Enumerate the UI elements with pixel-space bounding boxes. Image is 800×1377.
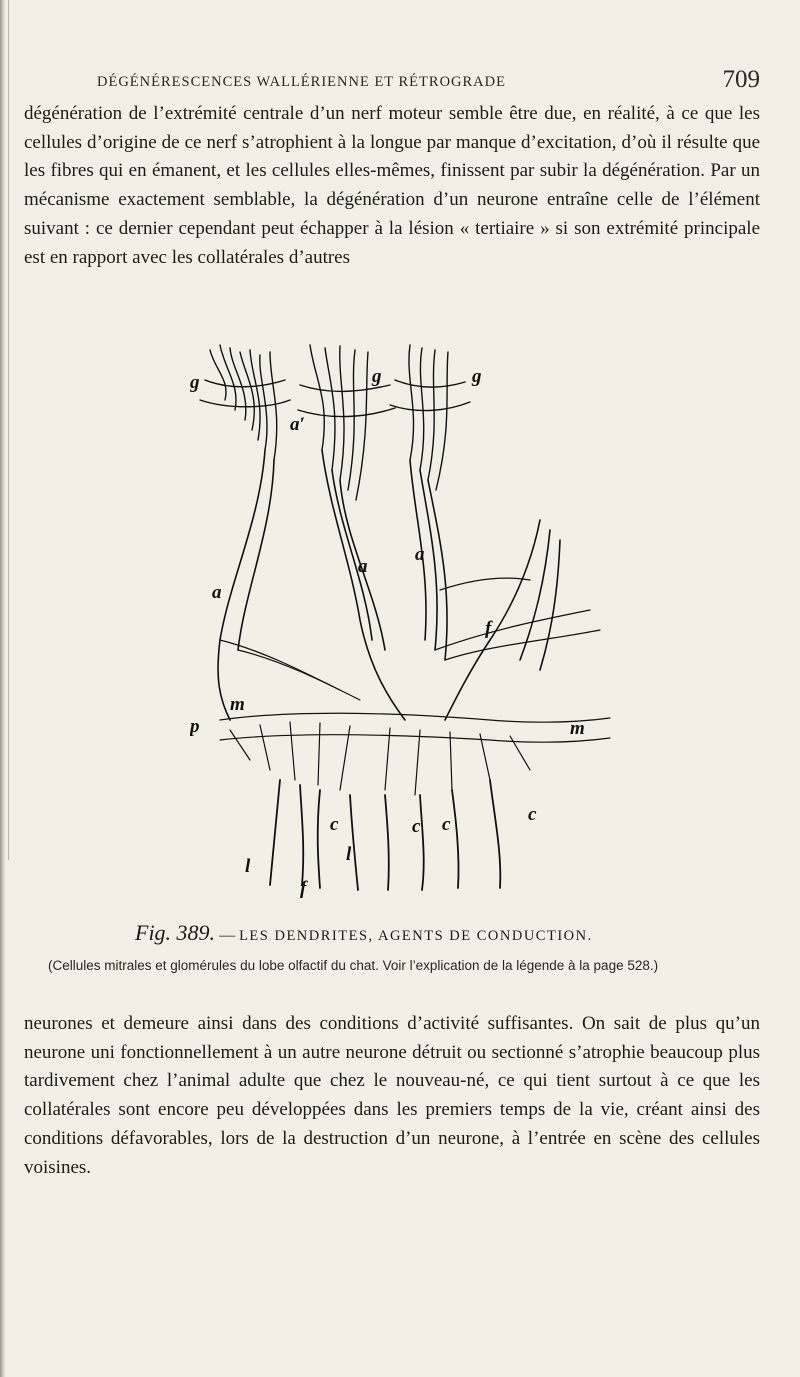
paragraph-2: neurones et demeure ainsi dans des conditions d’activité suffisantes. On sait de plus qu’un neurone uni fonctionnellement à un autre neurone détruit ou sectionné s’atrophie beaucoup plus tardivement chez l’animal adulte que chez le nouveau-né, ce qui tient surtout à ce que les collatérales sont encore peu développées dans les premiers temps de la vie, créant ainsi des conditions défavorables, lors de la destruction d’un neurone, à l’entrée en scène des cellules voisines.: [24, 1013, 760, 1178]
figure-caption: [135, 920, 760, 946]
running-title: DÉGÉNÉRESCENCES WALLÉRIENNE ET RÉTROGRADE: [97, 74, 506, 90]
figure-illustration: [190, 340, 630, 900]
caption-dash: —: [219, 927, 236, 944]
label-c-2: c: [412, 816, 421, 837]
label-c-3: c: [442, 814, 451, 835]
label-g-right: g: [472, 366, 482, 387]
figure-title: LES DENDRITES, AGENTS DE CONDUCTION.: [239, 928, 593, 944]
glomerulus-right: [390, 345, 470, 490]
label-g-left: g: [190, 372, 200, 393]
paragraph-1: dégénération de l’extrémité centrale d’un nerf moteur semble être due, en réalité, à ce que les cellules d’origine de ce nerf s’atrophient à la longue par manque d’excitation, d’où il résulte que les fibres qui en émanent, et les cellules elles-mêmes, finissent par subir la dégénération. Par un mécanisme exactement semblable, la dégénération d’un neurone entraîne celle de l’élément suivant : ce dernier cependant peut échapper à la lésion « tertiaire » si son extrémité principale est en rapport avec les collatérales d’autres: [24, 103, 760, 268]
label-a-prime: a′: [290, 414, 305, 435]
label-a-right: a: [415, 544, 425, 565]
label-m-right: m: [570, 718, 585, 739]
glomerulus-left: [200, 345, 290, 460]
label-f-lower: f: [300, 878, 307, 899]
page-edge: [0, 0, 6, 1377]
page-number: 709: [722, 66, 760, 93]
collaterals: [220, 578, 600, 700]
label-l-1: l: [245, 856, 251, 877]
label-a-left: a: [212, 582, 222, 603]
dendrite-shafts: [218, 450, 560, 720]
binding-shadow: [8, 0, 9, 860]
label-c-1: c: [330, 814, 339, 835]
figure-number: Fig. 389.: [135, 920, 216, 945]
mitral-cell-layer: [220, 713, 610, 795]
label-f-upper: f: [485, 618, 492, 639]
label-p: p: [190, 716, 200, 737]
neuron-drawing: [190, 340, 630, 900]
label-g-mid: g: [372, 366, 382, 387]
label-l-2: l: [346, 844, 352, 865]
figure-legend: (Cellules mitrales et glomérules du lobe olfactif du chat. Voir l’explication de la légende à la page 528.): [48, 958, 659, 973]
axons: [270, 780, 500, 890]
running-head: [0, 62, 800, 92]
label-m-left: m: [230, 694, 245, 715]
label-a-center: a: [358, 556, 368, 577]
label-c-4: c: [528, 804, 537, 825]
